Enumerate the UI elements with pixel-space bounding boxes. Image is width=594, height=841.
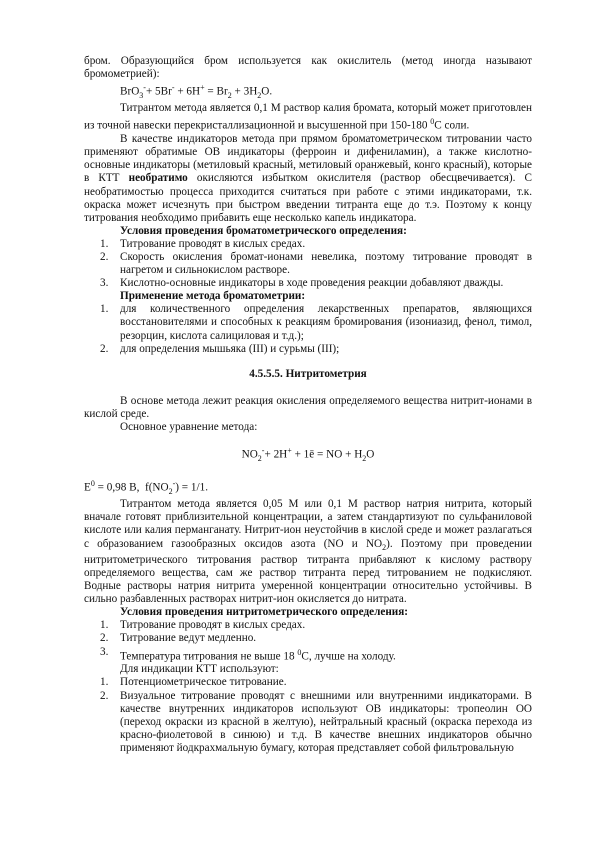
nitrite-equation: $NO_2^-+ 2H^+$ + 1ē = NO + $H_2O$ bbox=[241, 446, 375, 464]
list-item: 2. Скорость окисления бромат-ионами невелика, поэтому титрование проводят в нагретом и сильнокислом растворе. bbox=[100, 251, 532, 277]
bromate-reaction: $BrO_3^-+ 5Br^- + 6H^+ = Br_2 + 3H_2O$. bbox=[120, 83, 273, 101]
list-item: 2. для определения мышьяка (III) и сурьмы (III); bbox=[100, 342, 340, 355]
bromatometry-conditions-heading: Условия проведения броматометрического определения: bbox=[120, 224, 407, 237]
bromatometry-applications-list bbox=[84, 303, 532, 355]
list-item: 3. Кислотно-основные индикаторы в ходе проведения реакции добавляют дважды. bbox=[100, 277, 504, 290]
bromatometry-intro: бром. Образующийся бром используется как окислитель (метод иногда называют бромометрией): bbox=[84, 55, 532, 81]
list-item: 2. Визуальное титрование проводят с внешними или внутренними индикаторами. В качестве внутренних индикаторов используют ОВ индикаторы: тропеолин ОО (переход окраски из красной в желтую), нейтральный красный (окраска перехода из красно-фиолетовой в синюю) и т.д. В качестве внешних индикаторов обычно применяют йодкрахмальную бумагу, которая представляет собой фильтровальную bbox=[100, 689, 532, 754]
list-item: 3. Температура титрования не выше 18 $^0$С, лучше на холоду. bbox=[100, 645, 396, 663]
bromatometry-application-heading: Применение метода броматометрии: bbox=[120, 290, 306, 303]
indication-label: Для индикации КТТ используют: bbox=[120, 663, 279, 676]
section-title: 4.5.5.5. Нитритометрия bbox=[249, 367, 367, 380]
nitritometry-conditions-list bbox=[84, 619, 532, 663]
list-item: 1. Потенциометрическое титрование. bbox=[100, 676, 287, 689]
standard-potential: $E^0 = 0,98$ В, $f(NO_2^-) = 1/1$. bbox=[84, 479, 208, 497]
list-item: 1. Титрование проводят в кислых средах. bbox=[100, 619, 306, 632]
list-item: 2. Титрование ведут медленно. bbox=[100, 632, 257, 645]
list-item: 1. для количественного определения лекарственных препаратов, являющихся восстановителями и способных к реакциям бромирования (изониазид, фенол, тимол, резорцин, кислота салициловая и т.д.); bbox=[100, 303, 532, 342]
bromatometry-indicators: В качестве индикаторов метода при прямом броматометрическом титровании часто применяют обратимые ОВ индикаторы (ферроин и дифениламин), а также кислотно-основные индикаторы (метиловый красный, метиловый оранжевый, конго красный), которые в КТТ необратимо окисляются избытком окислителя (раствор обесцвечивается). С необратимостью процесса приходится считаться при работе с этими индикаторами, т.к. окраска может исчезнуть при быстром введении титранта еще до т.э. Поэтому к концу титрования необходимо прибавить еще несколько капель индикатора. bbox=[84, 133, 532, 224]
nitritometry-titrant: Титрантом метода является 0,05 М или 0,1 М раствор натрия нитрита, который вначале готовят приблизительной концентрации, а затем стандартизуют по сульфаниловой кислоте или калия перманганату. Нитрит-ион неустойчив в кислой среде и может разлагаться с образованием газообразных оксидов азота (NO и $NO_2$). Поэтому при проведении нитритометрического титрования раствор титранта прибавляют к кислому раствору определяемого вещества, сам же раствор титранта перед титрованием не подкисляют. Водные растворы натрия нитрита умеренной концентрации относительно устойчивы. В сильно разбавленных растворах нитрит-ион окисляется до нитрата. bbox=[84, 498, 532, 606]
bromatometry-titrant: Титрантом метода является 0,1 М раствор калия бромата, который может приготовлен из точной навески перекристаллизационной и высушенной при 150-180 $^0$С соли. bbox=[84, 102, 532, 133]
nitritometry-conditions-heading: Условия проведения нитритометрического определения: bbox=[120, 606, 408, 619]
indication-list bbox=[84, 676, 532, 755]
bromatometry-conditions-list bbox=[84, 238, 532, 290]
list-item: 1. Титрование проводят в кислых средах. bbox=[100, 237, 306, 250]
equation-label: Основное уравнение метода: bbox=[120, 421, 258, 434]
nitritometry-basis: В основе метода лежит реакция окисления определяемого вещества нитрит-ионами в кислой среде. bbox=[84, 394, 532, 420]
